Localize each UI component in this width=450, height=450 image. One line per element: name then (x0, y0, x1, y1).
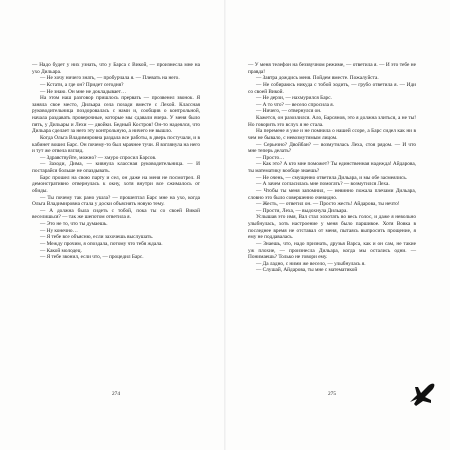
paragraph: Услышав это имя, Вал стал хохотать во весь голос, и даже я невольно улыбнулась, хоть настроение у меня было паршивое. Хотя Вовка в последнее время не отставал от меня, пытаясь выпросить прощение, я ему не поддавалась. (248, 214, 416, 241)
right-page-number: 275 (328, 391, 336, 397)
paragraph: — Между прочим, я опоздала, потому что тебя ждала. (40, 240, 163, 247)
paragraph: — Ну конечно… (40, 227, 78, 234)
paragraph: — А то что? — весело спросила я. (256, 101, 335, 108)
paragraph: — Ничего, — отвернулся он. (256, 108, 322, 115)
paragraph: — Завтра дождись меня. Пойдем вместе. Пожалуйста. (256, 75, 379, 82)
paragraph: — Знаешь, что, надо признать, друзья Варса, как и он сам, не такие уж плохие, — произнесла Дильара, когда мы остались одни. — Понимаешь? Только не говори ему. (248, 240, 416, 261)
paragraph: — Кстати, а где он? Придет сегодня? (40, 81, 124, 88)
paragraph: Барс прошел на свою парту и сел, он даже на меня не посмотрел. Я демонстративно отвернулась к окну, хотя внутри все сжималось от обиды. (32, 174, 200, 194)
paragraph: — Просто… (256, 154, 285, 161)
paragraph: — Чтобы ты меня запомнил, — невинно пожала плечами Дильара, словно это было совершенно очевидно. (248, 187, 416, 201)
paragraph: — Заходи, Дима, — кивнула классная руководительница. — И постарайся больше не опаздывать. (32, 161, 200, 174)
paragraph: — Серьезно? Двойбан? — возмутилась Леха, стоя рядом. — И что мне теперь делать? (248, 141, 416, 155)
paragraph: — Надо будет у них узнать, что у Барса с Викой, — произнесла мне на ухо Дильара. (32, 62, 200, 75)
paragraph: Кажется, он разозлился. Ало, Барсянов, это я должна злиться, а не ты! Но говорить это вслух я не стала. (248, 115, 416, 128)
paragraph: — Я тебе звонил, если что, — процедил Барс. (40, 254, 144, 261)
paragraph: — Прости, Леха, — выдохнула Дильара. (256, 207, 348, 214)
paragraph: — А зачем согласилась мне помогать? — возмутился Леха. (256, 181, 390, 188)
paragraph: — Как это? А кто мне поможет? Ты единственная надежда! Айдарова, ты математику вообще знаешь? (248, 161, 416, 174)
paragraph: — Жесть, — ответил он. — Просто жесть! Айдарова, ты нечто! (256, 201, 400, 208)
paragraph: — Не собираюсь никуда с тобой ходить, — грубо ответила я. — Иди со своей Викой. (248, 81, 416, 95)
left-page-number: 274 (112, 391, 120, 397)
paragraph: На перемене я уже и не помнила о нашей ссоре, а Барс сидел как ни в чем не бывало, с невозмутимым лицом. (248, 128, 416, 141)
paragraph: На этом наш разговор пришлось прервать — прозвенел звонок. Я заняла свое место, Дильара села позади вместе с Лехой. Классная руководительница поздоровалась с нами и, сообщив о контрольной, начала раздавать проверочные, которые мы сдавали вчера. У меня было пять, у Дильары и Лехи — двойки. Бедный Костров! Он-то надеялся, что Дильара сделает за него эту контрольную, а ничего не вышло. (32, 95, 200, 135)
paragraph: — Не дерзи, — нахмурился Барс. (256, 95, 332, 102)
airplane-icon (406, 375, 436, 407)
left-page-text (32, 62, 200, 261)
paragraph: Когда Ольга Владимировна раздала все работы, в дверь постучали, и в кабинет вошел Барс. Он почему-то был мрачнее тучи. Я взглянула на него и тут же отвела взгляд. (32, 134, 200, 155)
paragraph: — Не хочу ничего знать, — пробурчала я. — Плевать на него. (40, 75, 180, 82)
paragraph: — У меня телефон на беззвучном режиме, — ответила я. — И это тебе не правда! (248, 62, 416, 75)
paragraph: — Не очень, — смущенно ответила Дильара, и мы обе засмеялись. (256, 174, 408, 181)
paragraph: — Слушай, Айдарова, ты мне с математикой (256, 267, 358, 274)
paragraph: — А должна была сидеть с тобой, пока ты со своей Викой веселишься? — так же шепотом ответила я. (32, 207, 200, 221)
book-gutter (224, 0, 226, 450)
paragraph: — Да ладно, с ними же весело, — улыбнулась я. (256, 260, 366, 267)
paragraph: — Я тебе все объясню, если захочешь выслушать. (40, 234, 154, 241)
paragraph: — Какой молодец. (40, 247, 82, 254)
paragraph: — Это не то, что ты думаешь. (40, 221, 108, 227)
right-page-text (248, 62, 416, 274)
paragraph: — Не знаю. Он мне не докладывает… (40, 88, 127, 95)
paragraph: — Здравствуйте, можно? — хмуро спросил Барсов. (40, 154, 157, 161)
paragraph: — Ты почему так рано ушла? — прошептал Барс мне на ухо, когда Ольга Владимировна стала у доски объяснять новую тему. (32, 194, 200, 208)
